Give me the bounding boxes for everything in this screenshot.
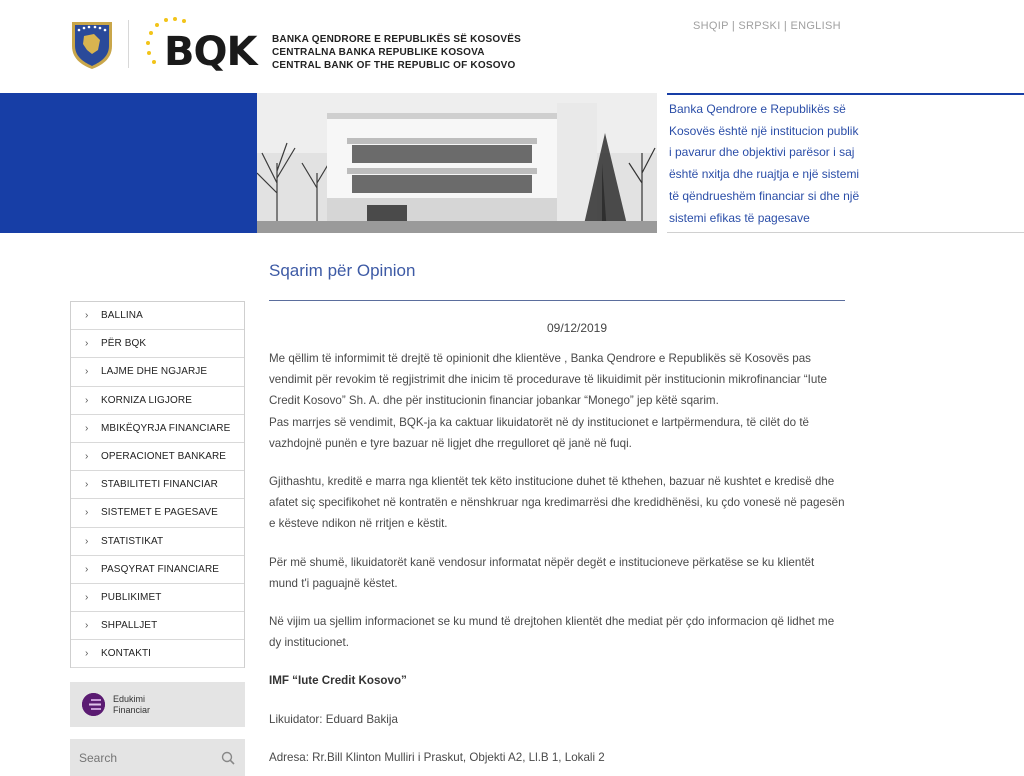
sidebar-item-label: KORNIZA LIGJORE — [101, 394, 192, 406]
chevron-right-icon: › — [85, 479, 89, 491]
article-paragraph-4: Në vijim ua sjellim informacionet se ku mund të drejtohen klientët dhe mediat për çdo informacion që lidhet me dy institucionet. — [269, 615, 835, 650]
chevron-right-icon: › — [85, 338, 89, 350]
chevron-right-icon: › — [85, 394, 89, 406]
paragraph-1-part-b: Pas marrjes së vendimit, BQK-ja ka caktuar likuidatorët në dy institucionet e lartpërmendura, të cilët do të vazhdojnë punën e tyre bazuar në ligjet dhe rregulloret që janë në fuqi. — [269, 415, 810, 450]
chevron-right-icon: › — [85, 366, 89, 378]
article — [269, 260, 845, 768]
sidebar-item-label: OPERACIONET BANKARE — [101, 451, 227, 463]
lang-english[interactable]: ENGLISH — [790, 20, 841, 32]
banner-blue-block — [0, 93, 257, 233]
article-paragraph-3: Për më shumë, likuidatorët kanë vendosur informatat nëpër degët e institucioneve përkatëse se ku klientët mund t'i paguajnë këstet. — [269, 555, 815, 590]
language-switcher — [693, 20, 841, 32]
sidebar-item-korniza[interactable] — [71, 387, 244, 415]
sidebar-item-publikimet[interactable] — [71, 584, 244, 612]
chevron-right-icon: › — [85, 422, 89, 434]
search-box — [70, 739, 245, 776]
page-title: Sqarim për Opinion — [269, 261, 416, 280]
sidebar-item-label: STATISTIKAT — [101, 535, 164, 547]
sidebar-item-label: BALLINA — [101, 310, 143, 322]
liquidator-line: Likuidator: Eduard Bakija — [269, 712, 398, 726]
sidebar-item-ballina[interactable] — [71, 302, 244, 330]
imf-heading: IMF “Iute Credit Kosovo” — [269, 674, 407, 688]
bank-name-en: CENTRAL BANK OF THE REPUBLIC OF KOSOVO — [272, 60, 516, 71]
sidebar-item-label: SISTEMET E PAGESAVE — [101, 507, 218, 519]
sidebar-nav — [70, 301, 245, 668]
chevron-right-icon: › — [85, 535, 89, 547]
sidebar-item-label: PUBLIKIMET — [101, 591, 162, 603]
sidebar-item-label: PASQYRAT FINANCIARE — [101, 563, 220, 575]
header-divider — [128, 20, 129, 68]
banner-mission — [657, 93, 1024, 233]
paragraph-1-part-a: Me qëllim të informimit të drejtë të opinionit dhe klientëve , Banka Qendrore e Republikës së Kosovës pas vendimit për revokim të regjistrimit dhe inicim të procedurave të likuidimit për institucionin mikrofinanciar “Iute Credit Kosovo” Sh. A. dhe për institucionin financiar jobankar “Monego” jep këtë sqarim. — [269, 352, 828, 408]
search-icon[interactable] — [221, 751, 235, 765]
banner-bottom-rule — [667, 232, 1024, 233]
article-date: 09/12/2019 — [546, 321, 608, 335]
bqk-logo[interactable] — [144, 16, 262, 75]
sidebar-item-mbikeqyrja[interactable] — [71, 415, 244, 443]
sidebar-item-lajme[interactable] — [71, 358, 244, 386]
sidebar-item-label: MBIKËQYRJA FINANCIARE — [101, 422, 231, 434]
chevron-right-icon: › — [85, 310, 89, 322]
chevron-right-icon: › — [85, 591, 89, 603]
edukimi-label — [113, 694, 150, 716]
sidebar-item-stabiliteti[interactable] — [71, 471, 244, 499]
chevron-right-icon: › — [85, 563, 89, 575]
sidebar-item-kontakti[interactable] — [71, 640, 244, 668]
edukimi-financiar-banner[interactable] — [70, 682, 245, 727]
bank-name-sq: BANKA QENDRORE E REPUBLIKËS SË KOSOVËS — [272, 34, 521, 45]
bank-names — [272, 33, 521, 72]
chevron-right-icon: › — [85, 620, 89, 632]
chevron-right-icon: › — [85, 451, 89, 463]
kosovo-crest-icon[interactable] — [70, 20, 114, 70]
sidebar-item-label: SHPALLJET — [101, 620, 158, 632]
hero-banner — [0, 93, 1024, 233]
sidebar-item-operacionet[interactable] — [71, 443, 244, 471]
lang-srpski[interactable]: SRPSKI — [738, 20, 781, 32]
banner-top-rule — [667, 93, 1024, 95]
edukimi-line2: Financiar — [113, 704, 151, 715]
article-paragraph-2: Gjithashtu, kreditë e marra nga klientët tek këto institucione duhet të kthehen, bazuar në kushtet e kredisë dhe afatet siç specifikohet në kontratën e nënshkruar nga kredimarrësi dhe kredidhënësi, ku çdo vonesë në pagesën e kësteve ndikon në rritjen e këstit. — [269, 475, 845, 531]
sidebar-item-shpalljet[interactable] — [71, 612, 244, 640]
building-illustration — [257, 93, 657, 233]
building-photo — [257, 93, 657, 233]
chevron-right-icon: › — [85, 507, 89, 519]
bank-name-sr: CENTRALNA BANKA REPUBLIKE KOSOVA — [272, 47, 485, 58]
sidebar-item-label: STABILITETI FINANCIAR — [101, 479, 218, 491]
sidebar-item-label: PËR BQK — [101, 338, 147, 350]
edukimi-line1: Edukimi — [113, 693, 146, 704]
lang-separator: | — [780, 20, 791, 32]
logo-text: BQK — [164, 29, 257, 75]
address-line: Adresa: Rr.Bill Klinton Mulliri i Praskut, Objekti A2, Ll.B 1, Lokali 2 — [269, 750, 605, 764]
article-paragraph-1 — [269, 348, 845, 454]
edukimi-logo-icon — [82, 693, 105, 716]
sidebar-item-statistikat[interactable] — [71, 528, 244, 556]
sidebar-item-label: KONTAKTI — [101, 648, 152, 660]
sidebar-item-per-bqk[interactable] — [71, 330, 244, 358]
sidebar-item-sistemet[interactable] — [71, 499, 244, 527]
sidebar-item-pasqyrat[interactable] — [71, 556, 244, 584]
mission-text: Banka Qendrore e Republikës së Kosovës është një institucion publik i pavarur dhe objektivi parësor i saj është nxitja dhe ruajtja e një sistemi të qëndrueshëm financiar si dhe një sistemi efikas të pagesave — [669, 102, 860, 225]
sidebar-item-label: LAJME DHE NGJARJE — [101, 366, 208, 378]
site-header — [0, 0, 1024, 93]
search-input[interactable] — [70, 751, 210, 765]
chevron-right-icon: › — [85, 648, 89, 660]
title-divider — [269, 300, 845, 301]
lang-separator: | — [728, 20, 739, 32]
lang-shqip[interactable]: SHQIP — [693, 20, 729, 32]
